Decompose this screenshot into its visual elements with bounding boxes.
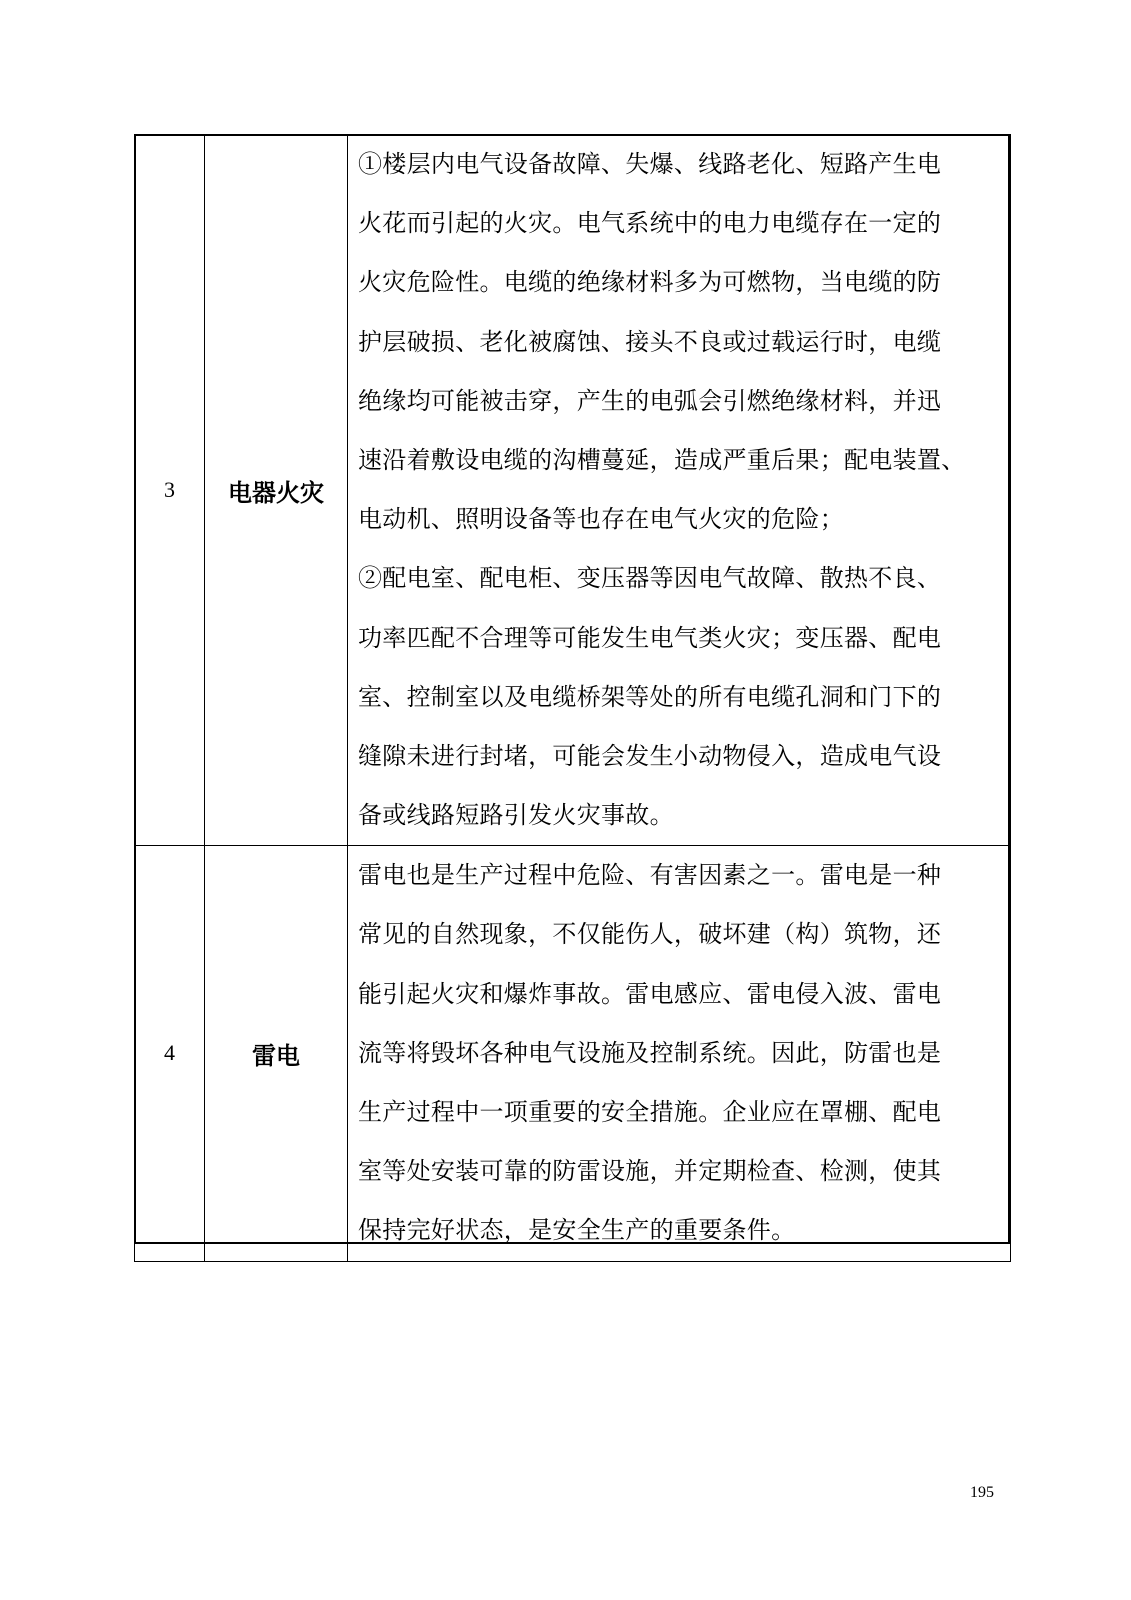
description-line: 火花而引起的火灾。电气系统中的电力电缆存在一定的 (358, 209, 942, 238)
description-line: 备或线路短路引发火灾事故。 (358, 801, 674, 830)
page-number: 195 (970, 1484, 994, 1501)
description-line: 生产过程中一项重要的安全措施。企业应在罩棚、配电 (358, 1098, 942, 1126)
description-line: 流等将毁坏各种电气设施及控制系统。因此，防雷也是 (358, 1038, 942, 1067)
description-line: 功率匹配不合理等可能发生电气类火灾；变压器、配电 (358, 623, 942, 652)
table-row (135, 846, 1011, 1261)
description-line: 速沿着敷设电缆的沟槽蔓延，造成严重后果；配电装置、 (358, 445, 966, 474)
hazard-table (134, 134, 1011, 1262)
hazard-description (348, 135, 1011, 846)
description-line: 常见的自然现象，不仅能伤人，破坏建（构）筑物，还 (358, 920, 942, 949)
description-line: 电动机、照明设备等也存在电气火灾的危险； (358, 505, 844, 534)
description-line: ①楼层内电气设备故障、失爆、线路老化、短路产生电 (358, 150, 942, 178)
row-number: 3 (135, 135, 205, 846)
description-line: 室、控制室以及电缆桥架等处的所有电缆孔洞和门下的 (358, 682, 942, 711)
hazard-name: 电器火灾 (205, 135, 348, 846)
description-line: 护层破损、老化被腐蚀、接头不良或过载运行时，电缆 (358, 327, 942, 356)
row-number: 4 (135, 846, 205, 1261)
description-line: 雷电也是生产过程中危险、有害因素之一。雷电是一种 (358, 861, 942, 890)
description-line: 能引起火灾和爆炸事故。雷电感应、雷电侵入波、雷电 (358, 979, 942, 1008)
description-line: 保持完好状态，是安全生产的重要条件。 (358, 1216, 796, 1245)
description-line: ②配电室、配电柜、变压器等因电气故障、散热不良、 (358, 564, 942, 593)
description-line: 室等处安装可靠的防雷设施，并定期检查、检测，使其 (358, 1157, 942, 1186)
table-row (135, 135, 1011, 846)
description-line: 缝隙未进行封堵，可能会发生小动物侵入，造成电气设 (358, 741, 942, 770)
hazard-description (348, 846, 1011, 1261)
description-line: 绝缘均可能被击穿，产生的电弧会引燃绝缘材料，并迅 (358, 386, 942, 415)
hazard-name: 雷电 (205, 846, 348, 1261)
description-line: 火灾危险性。电缆的绝缘材料多为可燃物，当电缆的防 (358, 268, 942, 297)
